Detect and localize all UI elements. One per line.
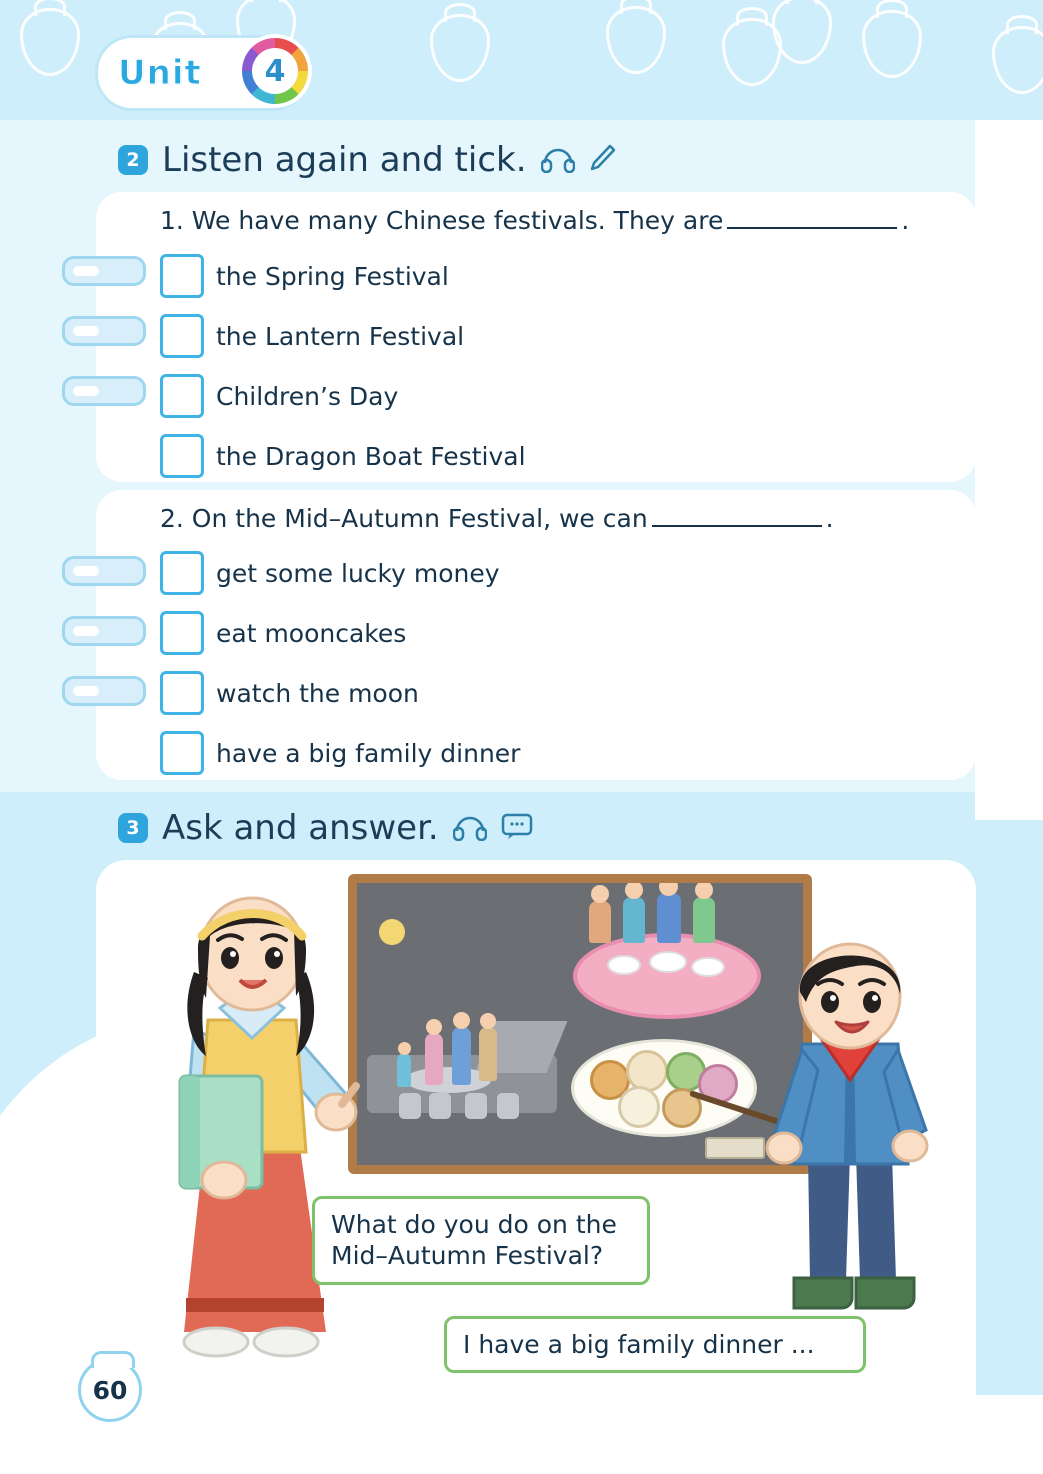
option-label: watch the moon	[216, 678, 419, 708]
tick-checkbox[interactable]	[160, 671, 204, 715]
strawberry-icon	[862, 10, 922, 78]
speech-bubble-teacher	[312, 1196, 650, 1285]
blackboard-chalk-tray	[705, 1137, 765, 1159]
option-label: eat mooncakes	[216, 618, 407, 648]
blackboard-stool	[497, 1093, 519, 1119]
moon-icon	[379, 919, 405, 945]
question-1-prompt-period: .	[901, 206, 910, 235]
blackboard-family-head	[591, 885, 609, 903]
page-number	[78, 1358, 142, 1422]
headphones-icon	[541, 143, 575, 177]
binder-ring	[62, 556, 140, 580]
tick-checkbox[interactable]	[160, 254, 204, 298]
option-row[interactable]	[160, 611, 406, 655]
tick-checkbox[interactable]	[160, 374, 204, 418]
exercise-3-number: 3	[118, 813, 148, 843]
blackboard-family-head	[659, 877, 678, 896]
blackboard-family-member	[693, 897, 715, 943]
mooncake-icon	[618, 1086, 660, 1128]
speech-bubble-teacher-line1: What do you do on the	[331, 1210, 617, 1239]
strawberry-icon	[20, 8, 80, 76]
strawberry-icon	[430, 14, 490, 82]
question-2-prompt-period: .	[825, 504, 834, 533]
binder-ring	[62, 616, 140, 640]
blackboard-adult-head	[426, 1019, 442, 1035]
blackboard-illustration	[348, 874, 812, 1174]
option-row[interactable]	[160, 254, 449, 298]
tick-checkbox[interactable]	[160, 551, 204, 595]
option-label: have a big family dinner	[216, 738, 521, 768]
blackboard-dinner-table	[573, 933, 761, 1019]
teacher-figure	[150, 880, 370, 1370]
option-row[interactable]	[160, 671, 419, 715]
option-label: the Lantern Festival	[216, 321, 465, 351]
option-label: the Dragon Boat Festival	[216, 441, 526, 471]
blackboard-family-member	[623, 897, 645, 943]
unit-number-wheel	[242, 38, 308, 104]
option-row[interactable]	[160, 551, 500, 595]
unit-number: 4	[252, 48, 298, 94]
blackboard-child	[397, 1053, 411, 1087]
option-label: Children’s Day	[216, 381, 399, 411]
tick-checkbox[interactable]	[160, 314, 204, 358]
blackboard-adult-head	[480, 1013, 496, 1029]
boy-figure	[760, 940, 940, 1340]
blackboard-stool	[429, 1093, 451, 1119]
tick-checkbox[interactable]	[160, 434, 204, 478]
speech-bubble-teacher-line2: Mid–Autumn Festival?	[331, 1241, 604, 1271]
exercise-2-header	[118, 140, 617, 180]
question-1-prompt-text: 1. We have many Chinese festivals. They are	[160, 206, 724, 235]
exercise-3-title: Ask and answer.	[162, 808, 439, 848]
speech-bubble-boy	[444, 1316, 866, 1373]
option-row[interactable]	[160, 314, 464, 358]
question-2-prompt-text: 2. On the Mid–Autumn Festival, we can	[160, 504, 648, 533]
blackboard-plate	[691, 957, 725, 977]
blackboard-family-head	[625, 881, 643, 899]
blackboard-plate	[649, 951, 687, 973]
blackboard-adult	[425, 1033, 443, 1085]
blackboard-family-head	[695, 881, 713, 899]
option-row[interactable]	[160, 374, 398, 418]
blackboard-family-member	[589, 901, 611, 943]
blackboard-adult	[479, 1027, 497, 1081]
exercise-2-title: Listen again and tick.	[162, 140, 527, 180]
page-number-text: 60	[92, 1375, 128, 1405]
binder-ring	[62, 256, 140, 280]
blackboard-plate	[607, 955, 641, 975]
exercise-2-number: 2	[118, 145, 148, 175]
answer-blank[interactable]	[727, 209, 897, 229]
headphones-icon	[453, 811, 487, 845]
binder-ring	[62, 676, 140, 700]
mooncake-icon	[626, 1050, 668, 1092]
pencil-icon	[589, 143, 617, 177]
binder-ring	[62, 316, 140, 340]
option-label: get some lucky money	[216, 558, 500, 588]
right-white-margin	[975, 120, 1043, 820]
option-row[interactable]	[160, 731, 520, 775]
question-2-prompt	[160, 504, 834, 533]
blackboard-family-member	[657, 893, 681, 943]
answer-blank[interactable]	[652, 507, 822, 527]
blackboard-stool	[399, 1093, 421, 1119]
blackboard-child-head	[398, 1042, 411, 1055]
option-row[interactable]	[160, 434, 526, 478]
speech-bubble-boy-text: I have a big family dinner ...	[463, 1330, 815, 1359]
blackboard-adult-head	[453, 1012, 470, 1029]
option-label: the Spring Festival	[216, 261, 449, 291]
question-1-prompt	[160, 206, 909, 235]
speech-bubble-icon	[501, 812, 533, 844]
binder-ring	[62, 376, 140, 400]
strawberry-icon	[992, 26, 1043, 94]
tick-checkbox[interactable]	[160, 611, 204, 655]
unit-badge	[98, 38, 306, 108]
blackboard-adult	[452, 1027, 471, 1085]
blackboard-stool	[465, 1093, 487, 1119]
exercise-3-header	[118, 808, 533, 848]
strawberry-icon	[606, 6, 666, 74]
blackboard-mooncake-plate	[571, 1039, 757, 1137]
tick-checkbox[interactable]	[160, 731, 204, 775]
unit-word: Unit	[118, 53, 202, 93]
